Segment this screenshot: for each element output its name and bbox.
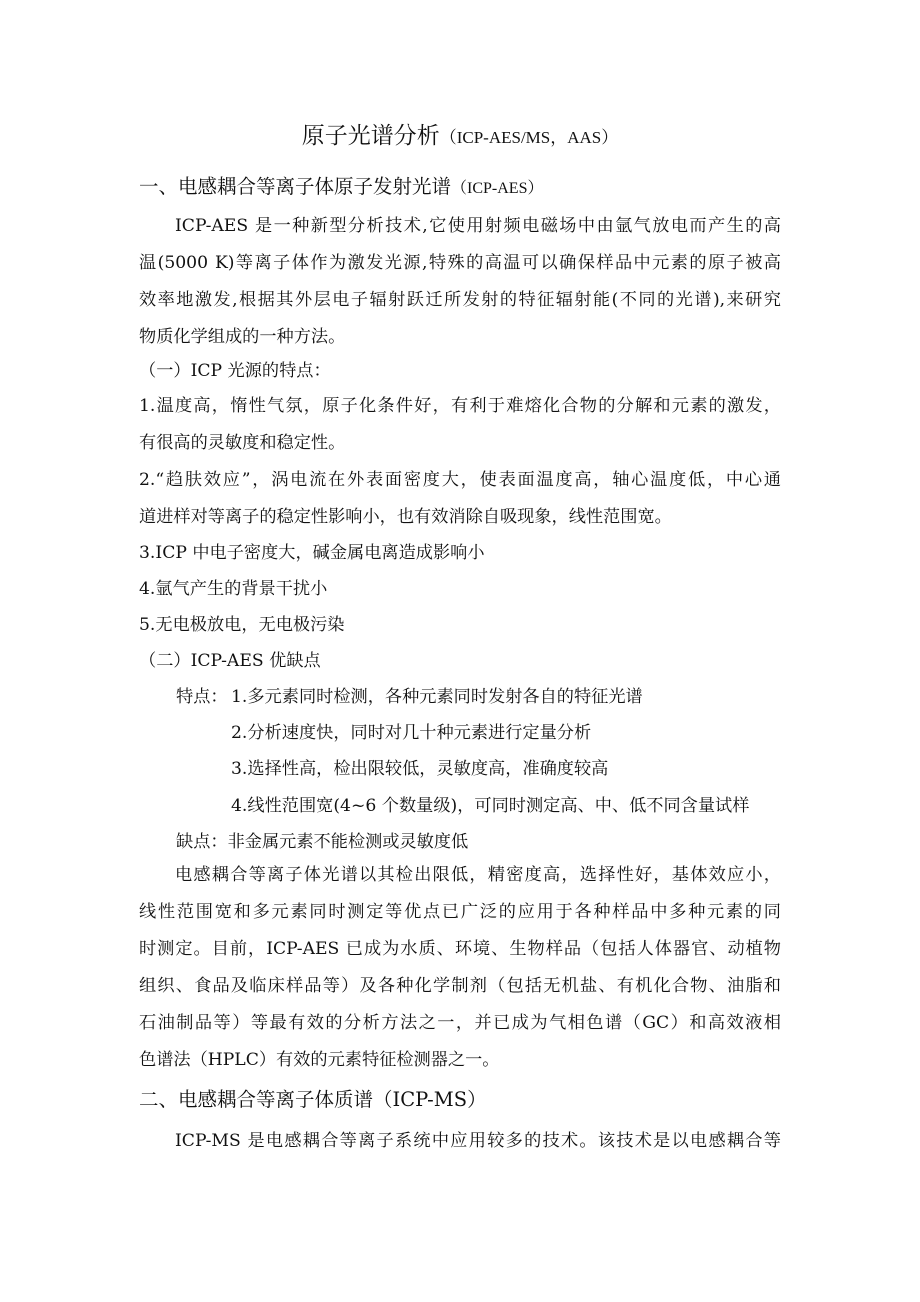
feature-item-1: [139, 388, 781, 462]
paragraph-line: 温(5000 K)等离子体作为激发光源,特殊的高温可以确保样品中元素的原子被高: [139, 253, 781, 273]
paragraph-line: 石油制品等）等最有效的分析方法之一，并已成为气相色谱（GC）和高效液相: [139, 1013, 781, 1033]
paragraph-line: 色谱法（HPLC）有效的元素特征检测器之一。: [139, 1050, 500, 1070]
paragraph-line: 线性范围宽和多元素同时测定等优点已广泛的应用于各种样品中多种元素的同: [139, 902, 781, 922]
section1-heading-sub: （ICP-AES）: [451, 180, 544, 197]
paragraph-line: 物质化学组成的一种方法。: [139, 327, 346, 347]
paragraph-line: ICP-AES 是一种新型分析技术,它使用射频电磁场中由氩气放电而产生的高: [175, 216, 781, 236]
section2-intro-paragraph: [139, 1123, 781, 1160]
paragraph-line: 有很高的灵敏度和稳定性。: [139, 433, 346, 453]
section1-summary-paragraph: [139, 857, 781, 1079]
section1-intro-paragraph: [139, 208, 781, 356]
paragraph-line: 电感耦合等离子体光谱以其检出限低，精密度高，选择性好，基体效应小，: [175, 865, 781, 885]
title-main: 原子光谱分析: [301, 123, 440, 149]
paragraph-line: 组织、食品及临床样品等）及各种化学制剂（包括无机盐、有机化合物、油脂和: [139, 976, 781, 996]
paragraph-line: ICP-MS 是电感耦合等离子系统中应用较多的技术。该技术是以电感耦合等: [175, 1131, 781, 1151]
subsection1-heading: （一）ICP 光源的特点：: [139, 361, 331, 381]
advantage-item-4: 4.线性范围宽(4~6 个数量级)，可同时测定高、中、低不同含量试样: [231, 796, 750, 816]
advantages-label: 特点：: [176, 687, 228, 707]
subsection2-heading: （二）ICP-AES 优缺点: [139, 651, 321, 671]
feature-item-4: 4.氩气产生的背景干扰小: [139, 579, 328, 599]
paragraph-line: 1.温度高，惰性气氛，原子化条件好，有利于难熔化合物的分解和元素的激发，: [139, 396, 781, 416]
section1-heading: [139, 172, 543, 204]
paragraph-line: 时测定。目前，ICP-AES 已成为水质、环境、生物样品（包括人体器官、动植物: [139, 939, 781, 959]
title-subtitle: （ICP-AES/MS，AAS）: [439, 128, 619, 147]
feature-item-5: 5.无电极放电，无电极污染: [139, 615, 345, 635]
feature-item-3: 3.ICP 中电子密度大，碱金属电离造成影响小: [139, 543, 485, 563]
paragraph-line: 道进样对等离子的稳定性影响小，也有效消除自吸现象，线性范围宽。: [139, 507, 672, 527]
advantage-item-3: 3.选择性高，检出限较低，灵敏度高，准确度较高: [231, 759, 609, 779]
paragraph-line: 效率地激发,根据其外层电子辐射跃迁所发射的特征辐射能(不同的光谱),来研究: [139, 290, 781, 310]
disadvantages-item: 缺点：非金属元素不能检测或灵敏度低: [176, 832, 469, 852]
document-title: [0, 120, 920, 154]
paragraph-line: 2.“趋肤效应”，涡电流在外表面密度大，使表面温度高，轴心温度低，中心通: [139, 470, 781, 490]
section1-heading-main: 一、电感耦合等离子体原子发射光谱: [139, 175, 452, 198]
section2-heading: 二、电感耦合等离子体质谱（ICP-MS）: [139, 1088, 487, 1111]
advantage-item-2: 2.分析速度快，同时对几十种元素进行定量分析: [231, 723, 592, 743]
advantage-item-1: 1.多元素同时检测，各种元素同时发射各自的特征光谱: [231, 687, 643, 707]
feature-item-2: [139, 462, 781, 536]
